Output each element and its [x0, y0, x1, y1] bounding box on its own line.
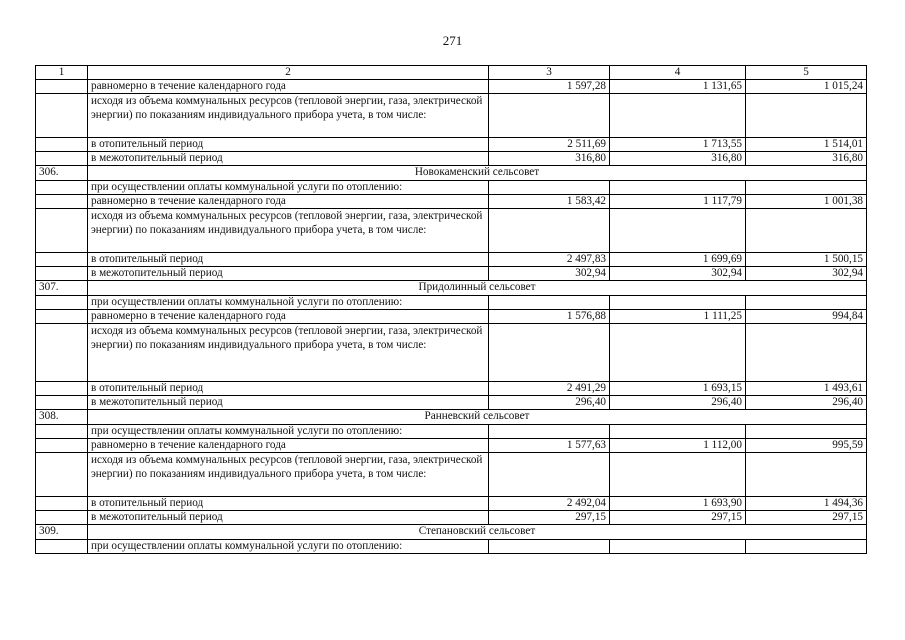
table-row	[36, 382, 867, 396]
value-col-5: 297,15	[746, 511, 867, 525]
row-label: исходя из объема коммунальных ресурсов (тепловой энергии, газа, электрической энергии) по показаниям индивидуального прибора учета, в том числе:	[88, 324, 489, 382]
row-label: в межотопительный период	[88, 511, 489, 525]
value-col-5: 1 015,24	[746, 80, 867, 94]
section-title: Степановский сельсовет	[88, 525, 867, 540]
table-row	[36, 453, 867, 497]
value-col-4: 1 111,25	[610, 310, 746, 324]
value-col-4: 297,15	[610, 511, 746, 525]
value-col-5: 994,84	[746, 310, 867, 324]
section-row	[36, 166, 867, 181]
value-col-4	[610, 94, 746, 138]
row-number-cell	[36, 382, 88, 396]
row-number-cell	[36, 540, 88, 554]
value-col-5: 316,80	[746, 152, 867, 166]
row-number-cell	[36, 497, 88, 511]
table-row	[36, 310, 867, 324]
table-row	[36, 324, 867, 382]
value-col-4	[610, 425, 746, 439]
row-label: в отопительный период	[88, 497, 489, 511]
row-number-cell	[36, 195, 88, 209]
column-header: 3	[489, 66, 610, 80]
value-col-5: 302,94	[746, 267, 867, 281]
row-label: при осуществлении оплаты коммунальной услуги по отоплению:	[88, 540, 489, 554]
section-row	[36, 410, 867, 425]
value-col-3: 2 511,69	[489, 138, 610, 152]
row-number-cell	[36, 511, 88, 525]
value-col-3	[489, 324, 610, 382]
value-col-5	[746, 324, 867, 382]
section-title: Новокаменский сельсовет	[88, 166, 867, 181]
value-col-4	[610, 453, 746, 497]
row-number-cell	[36, 267, 88, 281]
table-row	[36, 181, 867, 195]
column-header: 2	[88, 66, 489, 80]
column-header: 5	[746, 66, 867, 80]
value-col-4: 1 713,55	[610, 138, 746, 152]
row-number-cell	[36, 439, 88, 453]
row-label: исходя из объема коммунальных ресурсов (тепловой энергии, газа, электрической энергии) по показаниям индивидуального прибора учета, в том числе:	[88, 94, 489, 138]
value-col-3	[489, 425, 610, 439]
section-row	[36, 525, 867, 540]
row-number-cell	[36, 296, 88, 310]
row-label: исходя из объема коммунальных ресурсов (тепловой энергии, газа, электрической энергии) по показаниям индивидуального прибора учета, в том числе:	[88, 209, 489, 253]
value-col-5: 995,59	[746, 439, 867, 453]
table-row	[36, 152, 867, 166]
row-number-cell	[36, 324, 88, 382]
row-label: равномерно в течение календарного года	[88, 80, 489, 94]
value-col-3: 316,80	[489, 152, 610, 166]
row-number-cell	[36, 181, 88, 195]
value-col-4: 1 693,15	[610, 382, 746, 396]
row-label: равномерно в течение календарного года	[88, 195, 489, 209]
value-col-5	[746, 453, 867, 497]
table-body	[36, 66, 867, 554]
table-row	[36, 396, 867, 410]
value-col-4: 1 112,00	[610, 439, 746, 453]
value-col-5	[746, 181, 867, 195]
value-col-4	[610, 324, 746, 382]
row-number-cell	[36, 310, 88, 324]
value-col-5	[746, 425, 867, 439]
row-label: в межотопительный период	[88, 396, 489, 410]
value-col-3: 2 492,04	[489, 497, 610, 511]
tariff-table	[35, 65, 867, 554]
section-row	[36, 281, 867, 296]
row-label: при осуществлении оплаты коммунальной услуги по отоплению:	[88, 425, 489, 439]
section-number: 309.	[36, 525, 88, 540]
value-col-4	[610, 296, 746, 310]
table-row	[36, 209, 867, 253]
value-col-4	[610, 209, 746, 253]
value-col-4: 1 117,79	[610, 195, 746, 209]
row-label: равномерно в течение календарного года	[88, 439, 489, 453]
value-col-3	[489, 296, 610, 310]
table-row	[36, 296, 867, 310]
value-col-3	[489, 181, 610, 195]
section-number: 307.	[36, 281, 88, 296]
table-row	[36, 195, 867, 209]
row-number-cell	[36, 94, 88, 138]
row-label: в межотопительный период	[88, 267, 489, 281]
value-col-3	[489, 209, 610, 253]
value-col-3	[489, 540, 610, 554]
table-row	[36, 425, 867, 439]
row-number-cell	[36, 396, 88, 410]
row-number-cell	[36, 138, 88, 152]
row-label: равномерно в течение календарного года	[88, 310, 489, 324]
value-col-5	[746, 540, 867, 554]
page-number: 271	[442, 33, 463, 48]
row-number-cell	[36, 425, 88, 439]
value-col-5	[746, 296, 867, 310]
row-number-cell	[36, 209, 88, 253]
table-row	[36, 439, 867, 453]
value-col-3: 297,15	[489, 511, 610, 525]
value-col-5: 1 001,38	[746, 195, 867, 209]
table-row	[36, 511, 867, 525]
table-header-row	[36, 66, 867, 80]
value-col-4: 1 699,69	[610, 253, 746, 267]
value-col-4	[610, 540, 746, 554]
value-col-4: 302,94	[610, 267, 746, 281]
section-number: 308.	[36, 410, 88, 425]
section-title: Придолинный сельсовет	[88, 281, 867, 296]
section-number: 306.	[36, 166, 88, 181]
row-label: в отопительный период	[88, 253, 489, 267]
row-label: в отопительный период	[88, 138, 489, 152]
value-col-3: 302,94	[489, 267, 610, 281]
value-col-4: 296,40	[610, 396, 746, 410]
value-col-5	[746, 209, 867, 253]
value-col-3: 296,40	[489, 396, 610, 410]
table-row	[36, 94, 867, 138]
row-number-cell	[36, 453, 88, 497]
value-col-3: 1 597,28	[489, 80, 610, 94]
row-number-cell	[36, 152, 88, 166]
value-col-5: 1 493,61	[746, 382, 867, 396]
row-number-cell	[36, 253, 88, 267]
value-col-3: 2 497,83	[489, 253, 610, 267]
row-number-cell	[36, 80, 88, 94]
value-col-3	[489, 94, 610, 138]
value-col-5: 1 500,15	[746, 253, 867, 267]
value-col-5: 296,40	[746, 396, 867, 410]
value-col-4: 1 693,90	[610, 497, 746, 511]
value-col-3: 1 583,42	[489, 195, 610, 209]
section-title: Ранневский сельсовет	[88, 410, 867, 425]
value-col-3	[489, 453, 610, 497]
value-col-4: 316,80	[610, 152, 746, 166]
value-col-5: 1 514,01	[746, 138, 867, 152]
value-col-4	[610, 181, 746, 195]
row-label: исходя из объема коммунальных ресурсов (тепловой энергии, газа, электрической энергии) по показаниям индивидуального прибора учета, в том числе:	[88, 453, 489, 497]
value-col-5: 1 494,36	[746, 497, 867, 511]
value-col-5	[746, 94, 867, 138]
table-row	[36, 80, 867, 94]
column-header: 1	[36, 66, 88, 80]
table-row	[36, 253, 867, 267]
table-row	[36, 497, 867, 511]
table-row	[36, 138, 867, 152]
value-col-3: 1 576,88	[489, 310, 610, 324]
row-label: при осуществлении оплаты коммунальной услуги по отоплению:	[88, 296, 489, 310]
row-label: при осуществлении оплаты коммунальной услуги по отоплению:	[88, 181, 489, 195]
column-header: 4	[610, 66, 746, 80]
value-col-3: 2 491,29	[489, 382, 610, 396]
value-col-4: 1 131,65	[610, 80, 746, 94]
row-label: в межотопительный период	[88, 152, 489, 166]
value-col-3: 1 577,63	[489, 439, 610, 453]
row-label: в отопительный период	[88, 382, 489, 396]
table-row	[36, 267, 867, 281]
table-row	[36, 540, 867, 554]
